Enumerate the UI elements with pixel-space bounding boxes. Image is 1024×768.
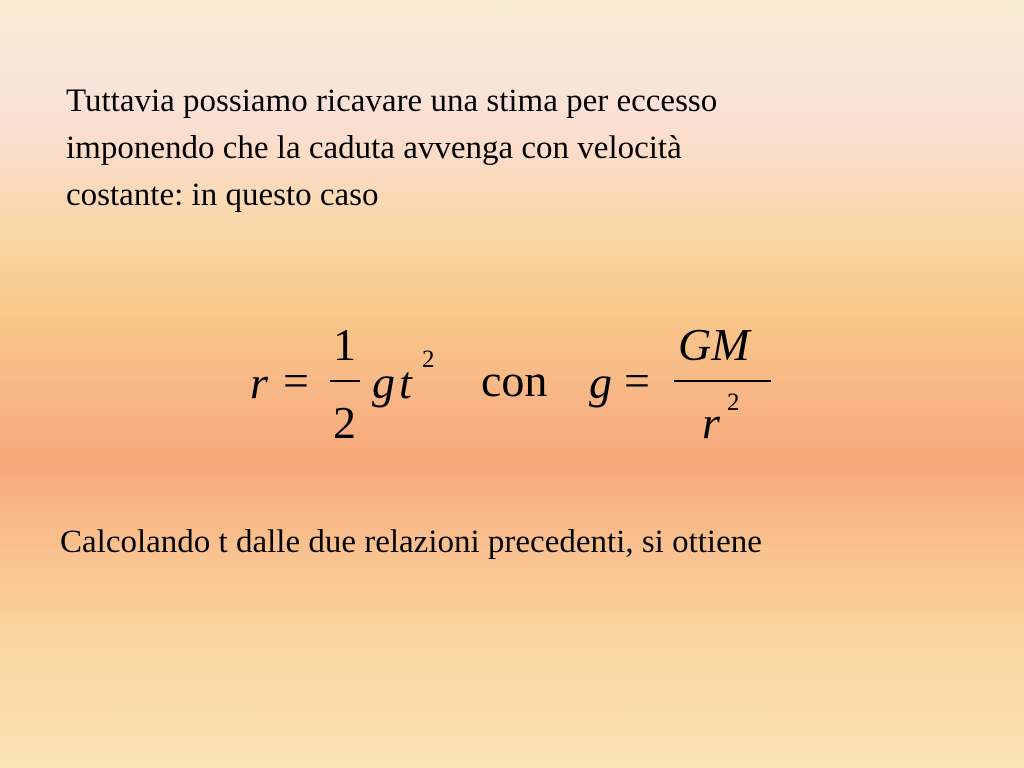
intro-paragraph: [66, 78, 946, 219]
eq-fraction-1-numerator: 1: [333, 319, 356, 370]
eq-t-variable: t: [399, 357, 412, 408]
eq-fraction-2-denominator-variable: r: [702, 397, 720, 448]
intro-line-2: imponendo che la caduta avvenga con velocità: [66, 130, 682, 166]
eq-equals-sign-1: =: [283, 355, 309, 406]
conclusion-paragraph: Calcolando t dalle due relazioni precedenti, si ottiene: [60, 524, 762, 560]
eq-r-variable: r: [250, 357, 268, 408]
eq-fraction-2-denominator-exponent: 2: [727, 389, 740, 416]
eq-g-lhs-variable: g: [589, 357, 612, 408]
eq-connector-word: con: [481, 355, 548, 406]
eq-g-variable: g: [372, 357, 395, 408]
eq-fraction-1-bar: [330, 380, 360, 382]
eq-fraction-2-bar: [674, 380, 771, 382]
eq-fraction-2-numerator: GM: [678, 319, 750, 370]
intro-line-3: costante: in questo caso: [66, 177, 379, 213]
eq-t-exponent: 2: [422, 346, 435, 373]
eq-fraction-1-denominator: 2: [333, 397, 356, 448]
intro-line-1: Tuttavia possiamo ricavare una stima per eccesso: [66, 83, 718, 119]
eq-equals-sign-2: =: [624, 355, 650, 406]
